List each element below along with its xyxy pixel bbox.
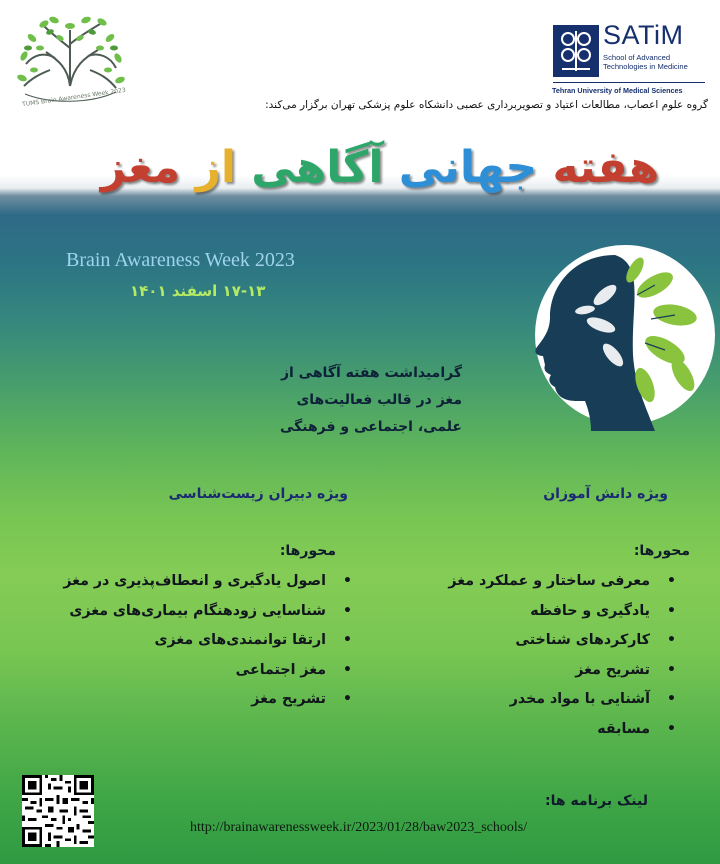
divider	[553, 82, 705, 83]
tree-logo-caption: TUMS Brain Awareness Week 2023	[21, 86, 127, 109]
list-item: • مسابقه	[448, 715, 680, 745]
program-link-label: لینک برنامه ها:	[545, 793, 648, 809]
teachers-heading: ویژه دبیران زیست‌شناسی	[168, 486, 348, 502]
satim-subtitle	[603, 53, 688, 71]
english-title: Brain Awareness Week 2023	[66, 249, 295, 271]
students-axes-label: محورها:	[633, 543, 690, 559]
list-item: • معرفی ساختار و عملکرد مغز	[448, 567, 680, 597]
organizer-line: گروه علوم اعصاب، مطالعات اعتیاد و تصویربرداری عصبی دانشکاه علوم پزشکی تهران برگزار می‌کند:	[265, 99, 708, 111]
list-item: • تشریح مغز	[448, 656, 680, 686]
qr-code[interactable]	[22, 775, 94, 847]
list-item: • اصول یادگیری و انعطاف‌پذیری در مغز	[63, 567, 356, 597]
teachers-axes-list	[63, 567, 356, 715]
satim-logo-mark	[553, 25, 599, 77]
list-item: • کارکردهای شناختی	[448, 626, 680, 656]
title-word: جهانی	[398, 142, 538, 193]
list-item: • ارتقا توانمندی‌های مغزی	[63, 626, 356, 656]
program-link[interactable]: http://brainawarenessweek.ir/2023/01/28/baw2023_schools/	[190, 820, 528, 835]
students-heading: ویژه دانش آموزان	[543, 486, 668, 502]
satim-subtitle-line: Technologies in Medicine	[603, 62, 688, 71]
satim-university: Tehran University of Medical Sciences	[552, 86, 683, 95]
head-with-leaves-illustration	[505, 225, 715, 445]
satim-subtitle-line: School of Advanced	[603, 53, 671, 62]
title-word: از	[195, 142, 236, 193]
list-item: • تشریح مغز	[63, 685, 356, 715]
list-item: • آشنایی با مواد مخدر	[448, 685, 680, 715]
list-item: • شناسایی زودهنگام بیماری‌های مغزی	[63, 597, 356, 627]
students-axes-list	[448, 567, 680, 744]
event-date: ۱۷-۱۳ اسفند ۱۴۰۱	[130, 282, 266, 300]
title-word: هفته	[552, 142, 660, 193]
title-word: مغز	[100, 142, 181, 193]
teachers-axes-label: محورها:	[279, 543, 336, 559]
satim-name: SATiM	[603, 20, 684, 50]
page-title	[100, 142, 660, 193]
list-item: • یادگیری و حافظه	[448, 597, 680, 627]
title-word: آگاهی	[251, 142, 384, 193]
intro-text: گرامیداشت هفته آگاهی از مغز در قالب فعالیت‌های علمی، اجتماعی و فرهنگی	[279, 365, 462, 435]
list-item: • مغز اجتماعی	[63, 656, 356, 686]
